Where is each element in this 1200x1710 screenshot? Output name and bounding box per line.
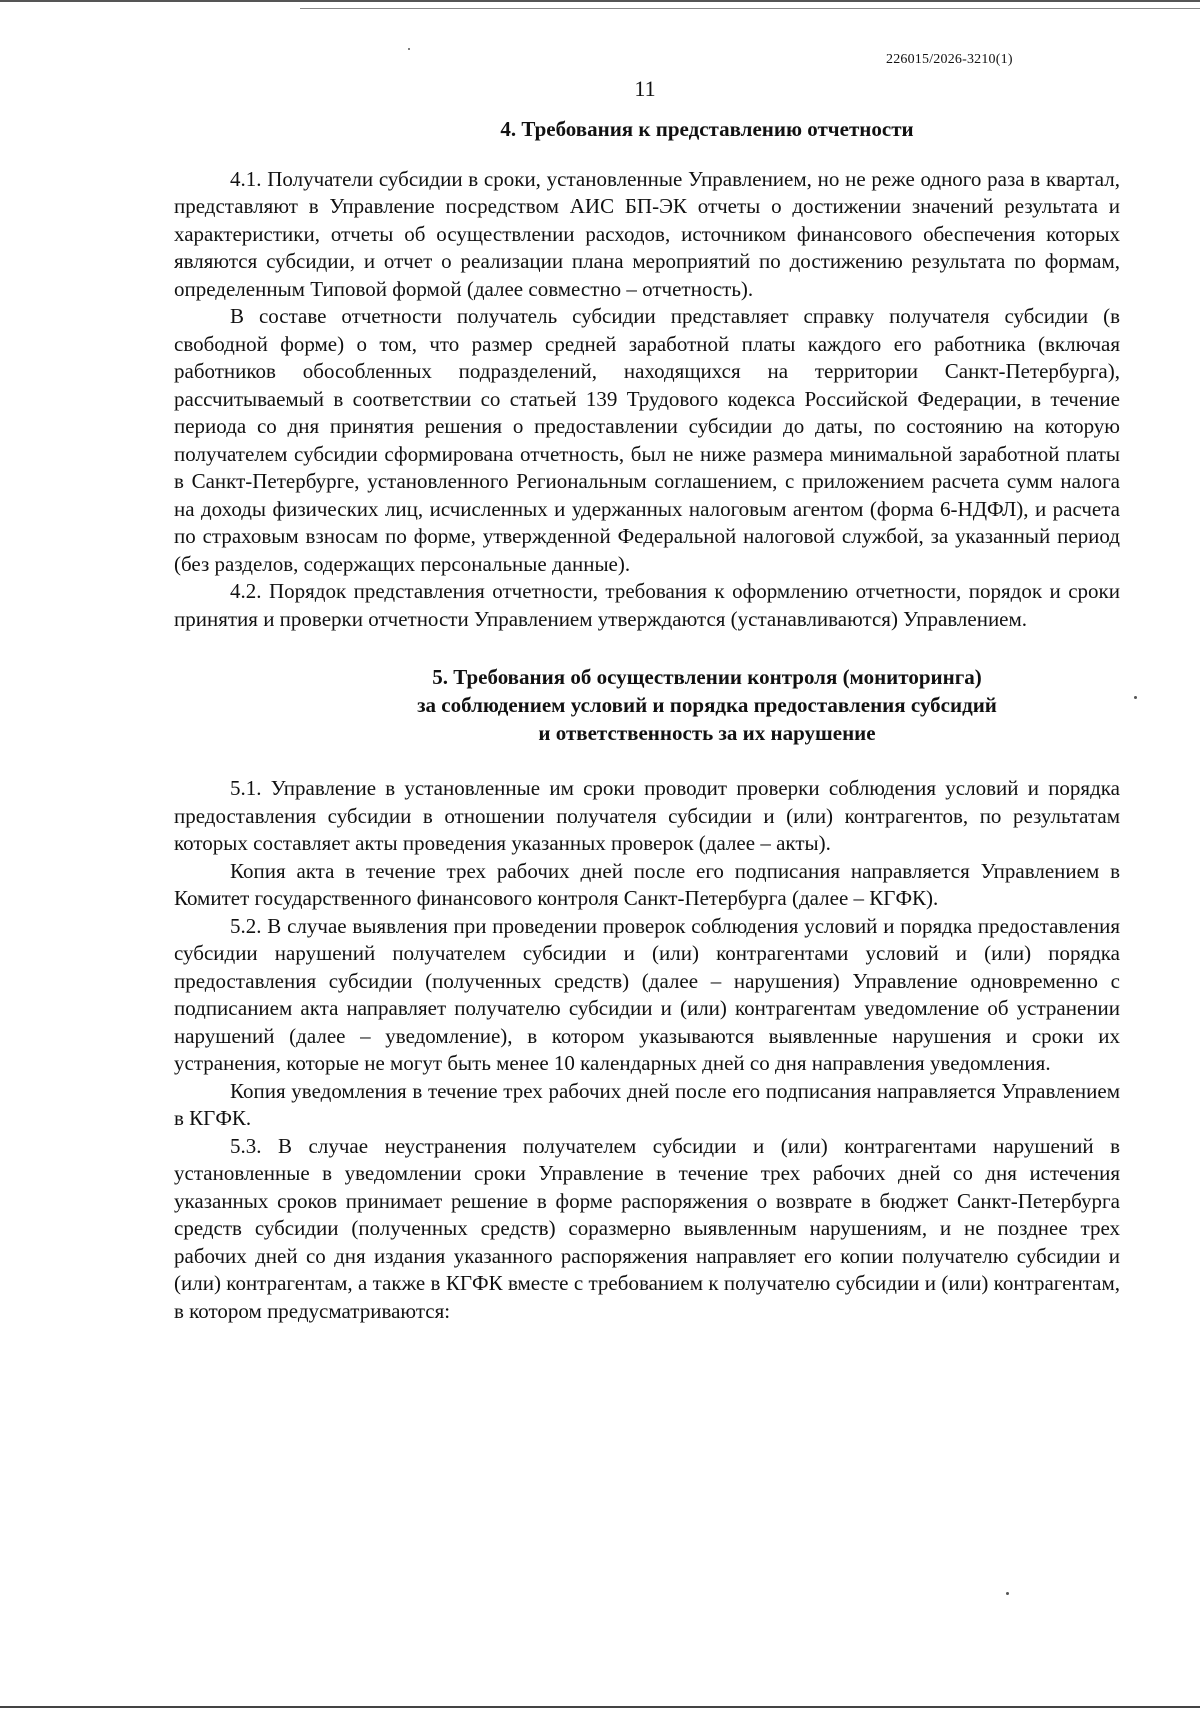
section-5-title-line-1: 5. Требования об осуществлении контроля (мониторинга) (432, 665, 982, 689)
paragraph-4-1: 4.1. Получатели субсидии в сроки, установленные Управлением, но не реже одного раза в квартал, представляют в Управление посредством АИС БП-ЭК отчеты о достижении значений результата и характеристики, отчеты об осуществлении расходов, источником финансового обеспечения которых являются субсидии, и отчет о реализации плана мероприятий по достижению результата по формам, определенным Типовой формой (далее совместно – отчетность). (174, 166, 1120, 301)
page-number: 11 (634, 76, 656, 101)
paragraph-4-2: 4.2. Порядок представления отчетности, требования к оформлению отчетности, порядок и сроки принятия и проверки отчетности Управлением утверждаются (устанавливаются) Управлением. (174, 579, 1120, 631)
paragraph-4-1-continued: В составе отчетности получатель субсидии представляет справку получателя субсидии (в свободной форме) о том, что размер средней заработной платы каждого его работника (включая работников обособленных подразделений, находящихся на территории Санкт-Петербурга), рассчитываемый в соответствии со статьей 139 Трудового кодекса Российской Федерации, в течение периода со дня принятия решения о предоставлении субсидии до даты, по состоянию на которую получателем субсидии сформирована отчетность, был не ниже размера минимальной заработной платы в Санкт-Петербурге, установленного Региональным соглашением, с приложением расчета сумм налога на доходы физических лиц, исчисленных и удержанных налоговым агентом (форма 6-НДФЛ), и расчета по страховым взносам по форме, утвержденной Федеральной налоговой службой, за указанный период (без разделов, содержащих персональные данные). (174, 304, 1120, 576)
scan-edge-top-inner (300, 8, 1200, 9)
scan-speck (1134, 696, 1137, 699)
scan-edge-top (0, 0, 1200, 2)
section-5-title (174, 663, 1120, 747)
document-body (174, 110, 1120, 1325)
section-5-title-line-2: за соблюдением условий и порядка предоставления субсидий (417, 693, 997, 717)
paragraph-5-1: 5.1. Управление в установленные им сроки проводит проверки соблюдения условий и порядка предоставления субсидии в отношении получателя субсидии и (или) контрагентов, по результатам которых составляет акты проведения указанных проверок (далее – акты). (174, 776, 1120, 855)
scan-edge-bottom (0, 1706, 1200, 1708)
scan-speck (408, 48, 410, 50)
paragraph-5-3: 5.3. В случае неустранения получателем субсидии и (или) контрагентами нарушений в установленные в уведомлении сроки Управление в течение трех рабочих дней со дня истечения указанных сроков принимает решение в форме распоряжения о возврате в бюджет Санкт-Петербурга средств субсидии (полученных средств) соразмерно выявленным нарушениям, и не позднее трех рабочих дней со дня издания указанного распоряжения направляет его копии получателю субсидии и (или) контрагентам, а также в КГФК вместе с требованием к получателю субсидии и (или) контрагентам, в котором предусматриваются: (174, 1133, 1120, 1323)
section-5-title-line-3: и ответственность за их нарушение (538, 721, 876, 745)
paragraph-5-2: 5.2. В случае выявления при проведении проверок соблюдения условий и порядка предоставления субсидии нарушений получателем субсидии и (или) контрагентами условий и (или) порядка предоставления субсидии (полученных средств) (далее – нарушения) Управление одновременно с подписанием акта направляет получателю субсидии и (или) контрагентам уведомление об устранении нарушений (далее – уведомление), в котором указываются выявленные нарушения и сроки их устранения, которые не могут быть менее 10 календарных дней со дня направления уведомления. (174, 913, 1120, 1075)
paragraph-5-1-copy: Копия акта в течение трех рабочих дней после его подписания направляется Управлением в Комитет государственного финансового контроля Санкт-Петербурга (далее – КГФК). (174, 858, 1120, 910)
section-4-title: 4. Требования к представлению отчетности (500, 117, 914, 141)
paragraph-5-2-copy: Копия уведомления в течение трех рабочих дней после его подписания направляется Управлением в КГФК. (174, 1078, 1120, 1130)
document-number: 226015/2026-3210(1) (886, 52, 1013, 67)
scan-speck (1006, 1592, 1009, 1595)
